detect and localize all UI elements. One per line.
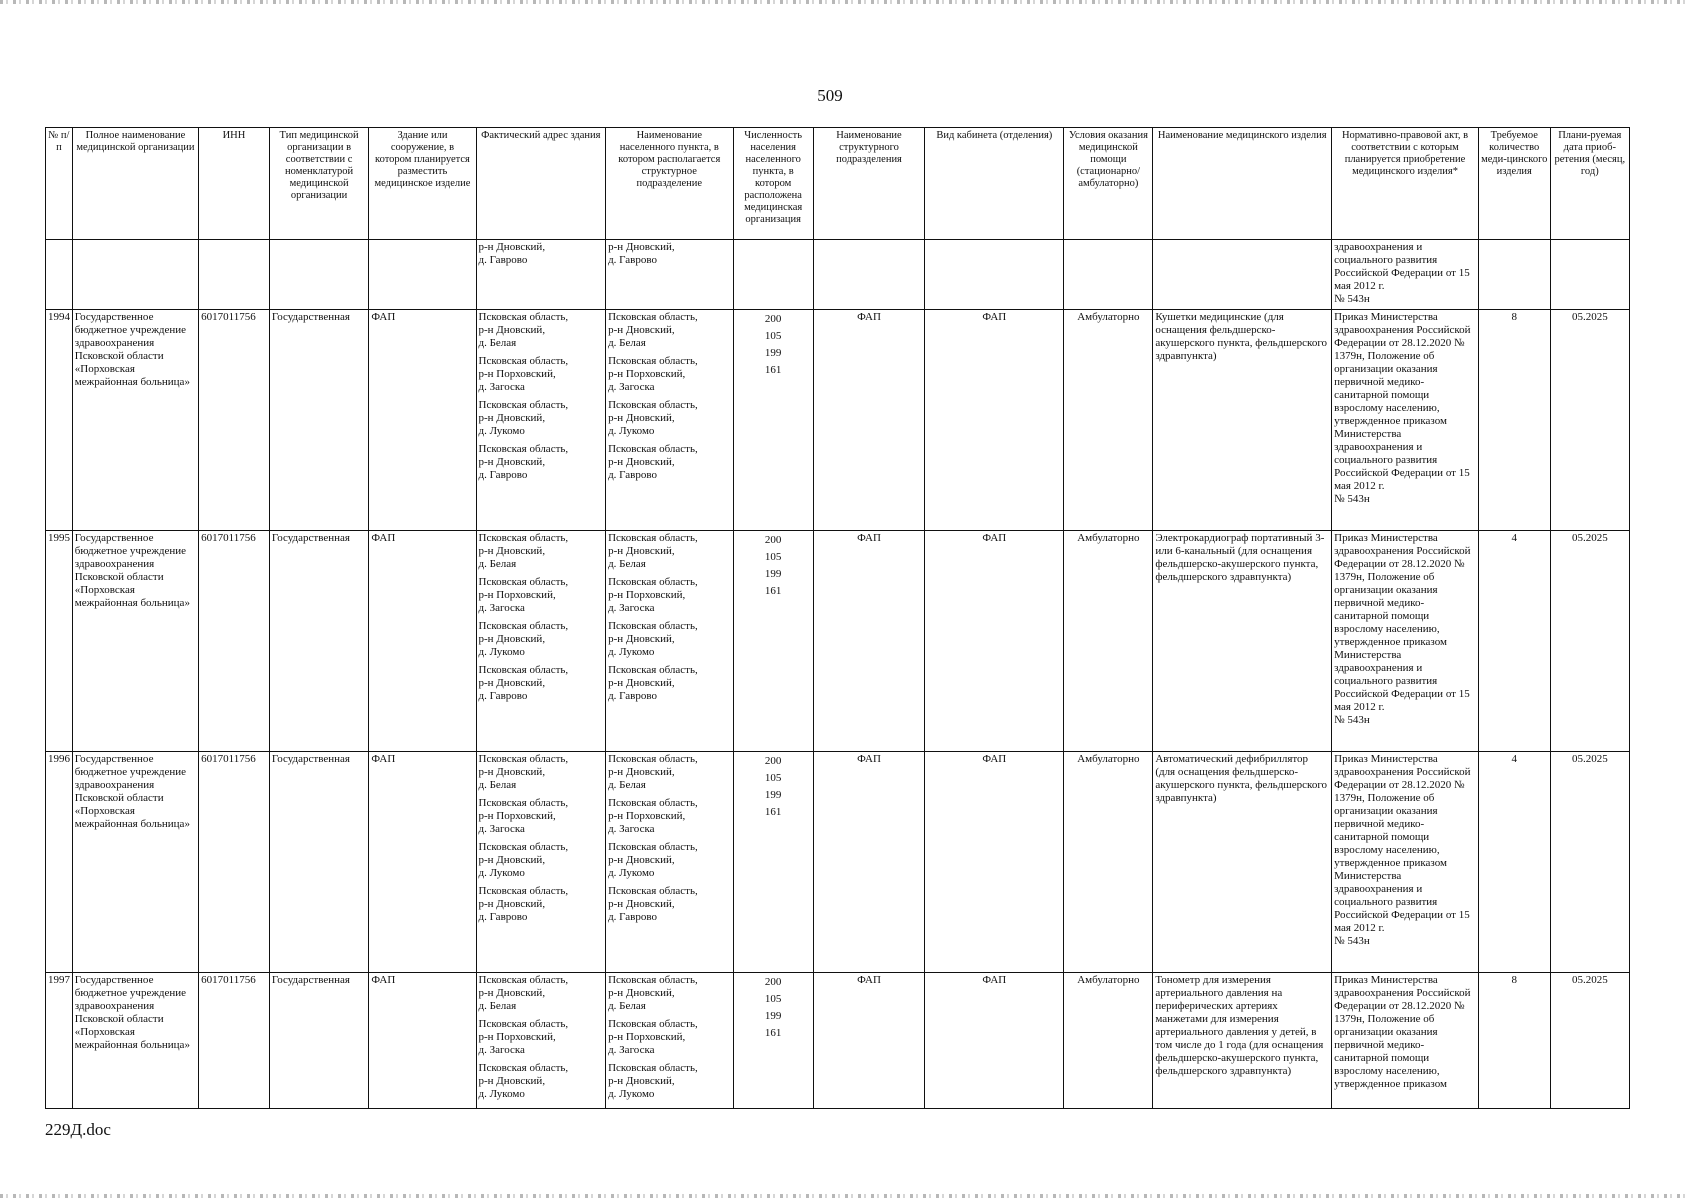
- settlement-entry: Псковская область, р-н Дновский, д. Лукомо: [608, 620, 698, 658]
- settlement-entry: Псковская область, р-н Дновский, д. Гаврово: [608, 443, 698, 481]
- header-cell: Тип медицинской организации в соответствии с номенклатурой медицинской организации: [269, 128, 369, 240]
- subdivision-cell: ФАП: [813, 973, 924, 1109]
- cabinet-cell: ФАП: [925, 973, 1064, 1109]
- population-cell: 200 105 199 161: [733, 310, 813, 531]
- settlement-entry: Псковская область, р-н Порховский, д. Загоска: [608, 576, 698, 614]
- cabinet-cell: ФАП: [925, 310, 1064, 531]
- organization-cell: Государственное бюджетное учреждение здравоохранения Псковской области «Порховская межрайонная больница»: [72, 310, 198, 531]
- org-type-cell: Государственная: [269, 973, 369, 1109]
- address-entry: Псковская область, р-н Порховский, д. Загоска: [478, 355, 569, 393]
- subdivision-cell: ФАП: [813, 310, 924, 531]
- legal-act-cell: здравоохранения и социального развития Российской Федерации от 15 мая 2012 г. № 543н: [1332, 240, 1479, 310]
- settlement-entry: Псковская область, р-н Дновский, д. Белая: [608, 753, 698, 791]
- header-cell: № п/п: [46, 128, 73, 240]
- date-cell: 05.2025: [1550, 310, 1629, 531]
- registry-table: [45, 127, 1630, 1109]
- header-cell: Фактический адрес здания: [476, 128, 606, 240]
- inn-cell: 6017011756: [199, 752, 270, 973]
- settlement-entry: Псковская область, р-н Дновский, д. Белая: [608, 532, 698, 570]
- header-cell: Вид кабинета (отделения): [925, 128, 1064, 240]
- date-cell: 05.2025: [1550, 531, 1629, 752]
- row-number-cell: 1994: [46, 310, 73, 531]
- address-entry: Псковская область, р-н Порховский, д. Загоска: [478, 797, 569, 835]
- settlement-cell: [606, 752, 733, 973]
- settlement-entry: Псковская область, р-н Дновский, д. Лукомо: [608, 841, 698, 879]
- org-type-cell: Государственная: [269, 531, 369, 752]
- row-number-cell: 1996: [46, 752, 73, 973]
- scan-noise-bottom: [0, 1194, 1686, 1198]
- settlement-entry: Псковская область, р-н Порховский, д. Загоска: [608, 1018, 698, 1056]
- table-header-row: [46, 128, 1630, 240]
- row-number-cell: 1995: [46, 531, 73, 752]
- subdivision-cell: ФАП: [813, 531, 924, 752]
- conditions-cell: Амбулаторно: [1064, 310, 1153, 531]
- legal-act-cell: Приказ Министерства здравоохранения Российской Федерации от 28.12.2020 № 1379н, Положение об организации оказания первичной медико-санитарной помощи взрослому населению, утвержденное приказом: [1332, 973, 1479, 1109]
- header-cell: Численность населения населенного пункта, в котором расположена медицинская организация: [733, 128, 813, 240]
- settlement-cell: [606, 531, 733, 752]
- settlement-entry: Псковская область, р-н Дновский, д. Лукомо: [608, 1062, 698, 1100]
- address-cell: [476, 973, 606, 1109]
- organization-cell: Государственное бюджетное учреждение здравоохранения Псковской области «Порховская межрайонная больница»: [72, 752, 198, 973]
- population-cell: 200 105 199 161: [733, 531, 813, 752]
- cabinet-cell: ФАП: [925, 752, 1064, 973]
- building-cell: ФАП: [369, 752, 476, 973]
- address-cell: р-н Дновский, д. Гаврово: [476, 240, 606, 310]
- address-entry: Псковская область, р-н Порховский, д. Загоска: [478, 1018, 569, 1056]
- conditions-cell: Амбулаторно: [1064, 531, 1153, 752]
- population-cell: 200 105 199 161: [733, 752, 813, 973]
- header-cell: Плани-руемая дата приоб-ретения (месяц, год): [1550, 128, 1629, 240]
- quantity-cell: 4: [1478, 531, 1550, 752]
- header-cell: Наименование медицинского изделия: [1153, 128, 1332, 240]
- conditions-cell: Амбулаторно: [1064, 973, 1153, 1109]
- settlement-cell: [606, 973, 733, 1109]
- address-cell: [476, 531, 606, 752]
- org-type-cell: Государственная: [269, 310, 369, 531]
- inn-cell: 6017011756: [199, 531, 270, 752]
- address-cell: [476, 310, 606, 531]
- table-row: [46, 310, 1630, 531]
- population-cell: 200 105 199 161: [733, 973, 813, 1109]
- address-entry: Псковская область, р-н Порховский, д. Загоска: [478, 576, 569, 614]
- header-cell: Требуемое количество меди-цинского изделия: [1478, 128, 1550, 240]
- device-cell: Электрокардиограф портативный 3- или 6-канальный (для оснащения фельдшерско-акушерского пункта, фельдшерского здравпункта): [1153, 531, 1332, 752]
- device-cell: Кушетки медицинские (для оснащения фельдшерско-акушерского пункта, фельдшерского здравпункта): [1153, 310, 1332, 531]
- header-cell: Нормативно-правовой акт, в соответствии с которым планируется приобретение медицинского изделия*: [1332, 128, 1479, 240]
- organization-cell: Государственное бюджетное учреждение здравоохранения Псковской области «Порховская межрайонная больница»: [72, 531, 198, 752]
- organization-cell: Государственное бюджетное учреждение здравоохранения Псковской области «Порховская межрайонная больница»: [72, 973, 198, 1109]
- settlement-entry: Псковская область, р-н Порховский, д. Загоска: [608, 797, 698, 835]
- subdivision-cell: ФАП: [813, 752, 924, 973]
- inn-cell: 6017011756: [199, 973, 270, 1109]
- scan-noise-top: [0, 0, 1686, 4]
- date-cell: 05.2025: [1550, 752, 1629, 973]
- table-row: [46, 752, 1630, 973]
- settlement-entry: Псковская область, р-н Дновский, д. Белая: [608, 311, 698, 349]
- header-cell: ИНН: [199, 128, 270, 240]
- building-cell: ФАП: [369, 310, 476, 531]
- header-cell: Наименование населенного пункта, в котором располагается структурное подразделение: [606, 128, 733, 240]
- org-type-cell: Государственная: [269, 752, 369, 973]
- address-entry: Псковская область, р-н Дновский, д. Лукомо: [478, 620, 569, 658]
- date-cell: 05.2025: [1550, 973, 1629, 1109]
- legal-act-cell: Приказ Министерства здравоохранения Российской Федерации от 28.12.2020 № 1379н, Положение об организации оказания первичной медико-санитарной помощи взрослому населению, утвержденное приказом Министерства здравоохранения и социального развития Российской Федерации от 15 мая 2012 г. № 543н: [1332, 531, 1479, 752]
- legal-act-cell: Приказ Министерства здравоохранения Российской Федерации от 28.12.2020 № 1379н, Положение об организации оказания первичной медико-санитарной помощи взрослому населению, утвержденное приказом Министерства здравоохранения и социального развития Российской Федерации от 15 мая 2012 г. № 543н: [1332, 752, 1479, 973]
- table-row: [46, 531, 1630, 752]
- header-cell: Здание или сооружение, в котором планируется разместить медицинское изделие: [369, 128, 476, 240]
- page-number: 509: [817, 86, 843, 105]
- address-entry: Псковская область, р-н Дновский, д. Белая: [478, 532, 569, 570]
- address-entry: Псковская область, р-н Дновский, д. Белая: [478, 311, 569, 349]
- inn-cell: 6017011756: [199, 310, 270, 531]
- quantity-cell: 8: [1478, 310, 1550, 531]
- settlement-entry: Псковская область, р-н Порховский, д. Загоска: [608, 355, 698, 393]
- address-entry: Псковская область, р-н Дновский, д. Белая: [478, 974, 569, 1012]
- settlement-cell: р-н Дновский, д. Гаврово: [606, 240, 733, 310]
- conditions-cell: Амбулаторно: [1064, 752, 1153, 973]
- address-entry: Псковская область, р-н Дновский, д. Лукомо: [478, 399, 569, 437]
- address-entry: Псковская область, р-н Дновский, д. Гаврово: [478, 664, 569, 702]
- device-cell: Автоматический дефибриллятор (для оснащения фельдшерско-акушерского пункта, фельдшерского здравпункта): [1153, 752, 1332, 973]
- quantity-cell: 4: [1478, 752, 1550, 973]
- header-cell: Условия оказания медицинской помощи (стационарно/ амбулаторно): [1064, 128, 1153, 240]
- building-cell: ФАП: [369, 531, 476, 752]
- quantity-cell: 8: [1478, 973, 1550, 1109]
- continuation-row: [46, 240, 1630, 310]
- address-entry: Псковская область, р-н Дновский, д. Гаврово: [478, 443, 569, 481]
- table-row: [46, 973, 1630, 1109]
- address-entry: Псковская область, р-н Дновский, д. Лукомо: [478, 841, 569, 879]
- device-cell: Тонометр для измерения артериального давления на периферических артериях манжетами для измерения артериального давления у детей, в том числе до 1 года (для оснащения фельдшерско-акушерского пункта, фельдшерского здравпункта): [1153, 973, 1332, 1109]
- address-entry: Псковская область, р-н Дновский, д. Лукомо: [478, 1062, 569, 1100]
- row-number-cell: 1997: [46, 973, 73, 1109]
- file-name: 229Д.doc: [45, 1120, 111, 1139]
- settlement-entry: Псковская область, р-н Дновский, д. Лукомо: [608, 399, 698, 437]
- building-cell: ФАП: [369, 973, 476, 1109]
- address-cell: [476, 752, 606, 973]
- settlement-entry: Псковская область, р-н Дновский, д. Гаврово: [608, 664, 698, 702]
- address-entry: Псковская область, р-н Дновский, д. Белая: [478, 753, 569, 791]
- header-cell: Наименование структурного подразделения: [813, 128, 924, 240]
- address-entry: Псковская область, р-н Дновский, д. Гаврово: [478, 885, 569, 923]
- settlement-entry: Псковская область, р-н Дновский, д. Гаврово: [608, 885, 698, 923]
- legal-act-cell: Приказ Министерства здравоохранения Российской Федерации от 28.12.2020 № 1379н, Положение об организации оказания первичной медико-санитарной помощи взрослому населению, утвержденное приказом Министерства здравоохранения и социального развития Российской Федерации от 15 мая 2012 г. № 543н: [1332, 310, 1479, 531]
- settlement-cell: [606, 310, 733, 531]
- header-cell: Полное наименование медицинской организации: [72, 128, 198, 240]
- cabinet-cell: ФАП: [925, 531, 1064, 752]
- settlement-entry: Псковская область, р-н Дновский, д. Белая: [608, 974, 698, 1012]
